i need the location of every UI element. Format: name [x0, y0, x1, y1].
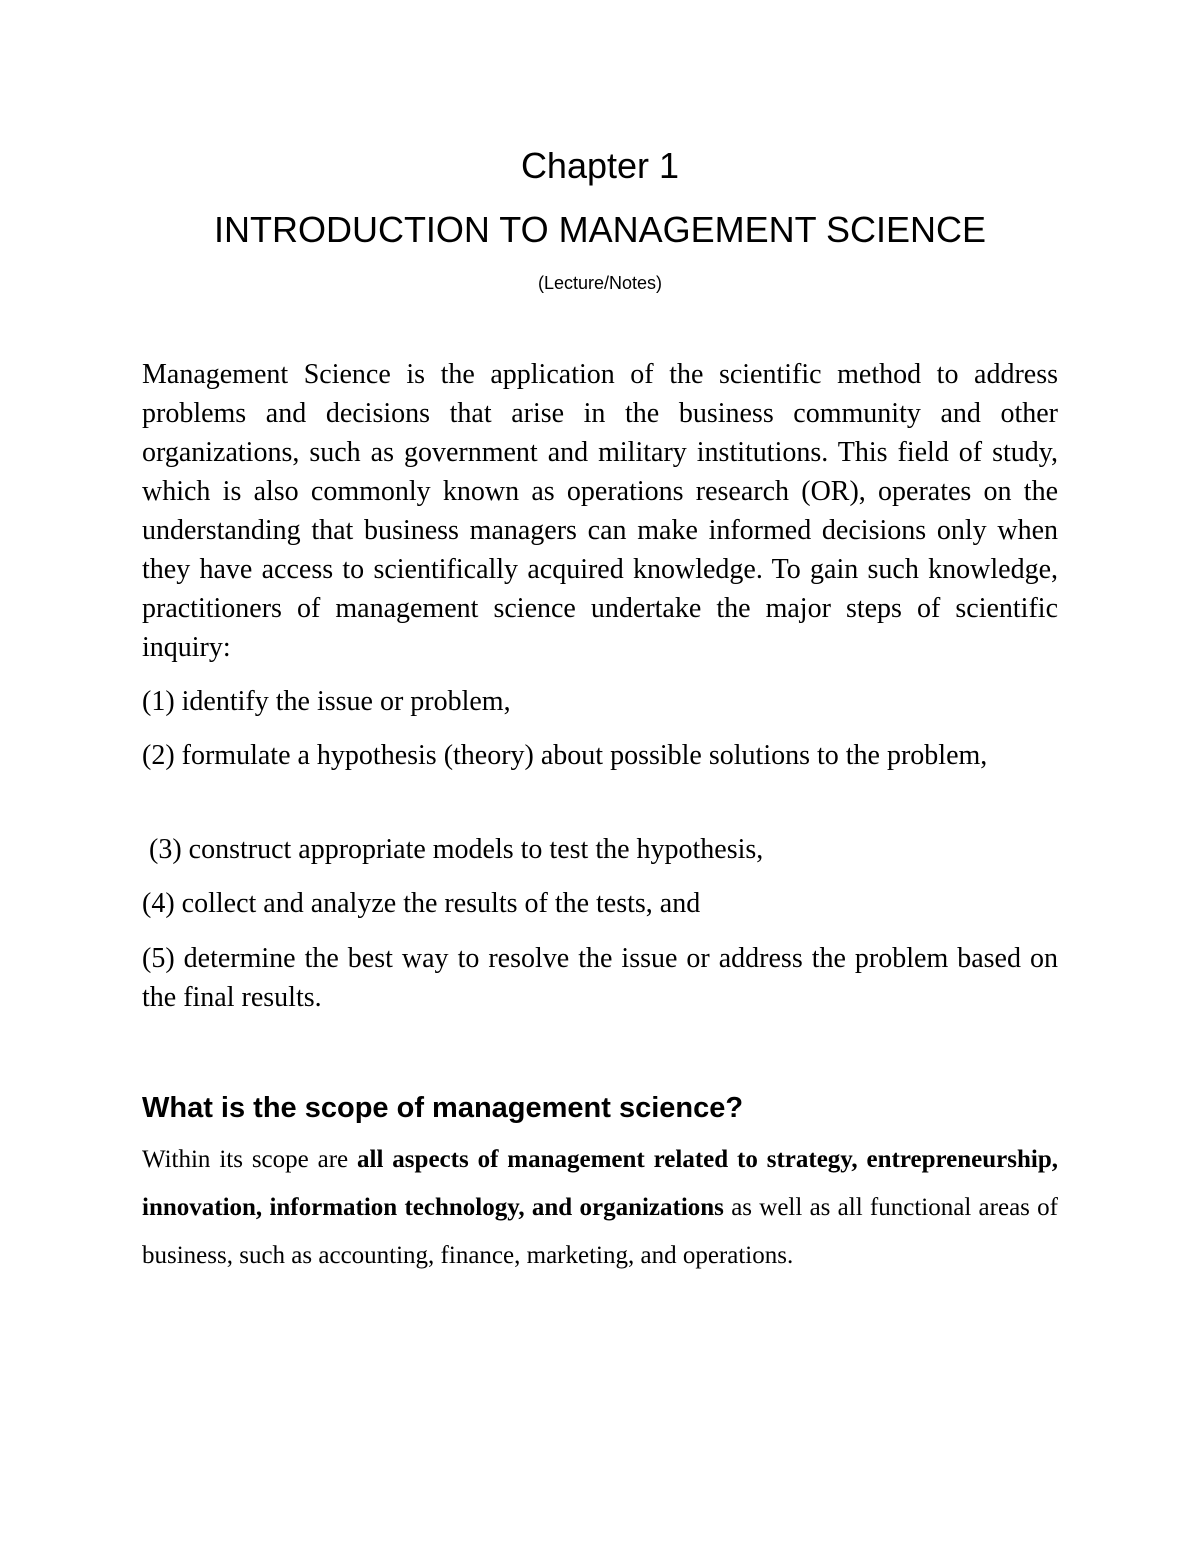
step-item-1: (1) identify the issue or problem,	[142, 686, 511, 717]
chapter-label: Chapter 1	[520, 145, 680, 186]
step-item-5: (5) determine the best way to resolve the issue or address the problem based on the final results.	[142, 943, 1058, 1013]
scope-heading: What is the scope of management science?	[142, 1092, 744, 1124]
scope-paragraph	[142, 1136, 1058, 1280]
page-title: INTRODUCTION TO MANAGEMENT SCIENCE	[213, 209, 987, 250]
step-item-2: (2) formulate a hypothesis (theory) about possible solutions to the problem,	[142, 740, 988, 771]
step-item-4: (4) collect and analyze the results of the tests, and	[142, 888, 701, 919]
intro-paragraph: Management Science is the application of the scientific method to address problems and decisions that arise in the business community and other organizations, such as government and military institutions. This field of study, which is also commonly known as operations research (OR), operates on the understanding that business managers can make informed decisions only when they have access to scientifically acquired knowledge. To gain such knowledge, practitioners of management science undertake the major steps of scientific inquiry:	[142, 359, 1058, 663]
scope-text-start: Within its scope are	[142, 1146, 358, 1173]
step-item-3	[142, 830, 1058, 869]
page-subtitle: (Lecture/Notes)	[537, 273, 663, 293]
scope-text-bold: all aspects of management related to strategy, entrepreneurship, innovation, information technology, and organizations	[142, 1146, 1058, 1221]
step-item-3-text: (3) construct appropriate models to test the hypothesis,	[149, 834, 764, 865]
scope-text-end: as well as all functional areas of business, such as accounting, finance, marketing, and operations.	[142, 1194, 1058, 1269]
